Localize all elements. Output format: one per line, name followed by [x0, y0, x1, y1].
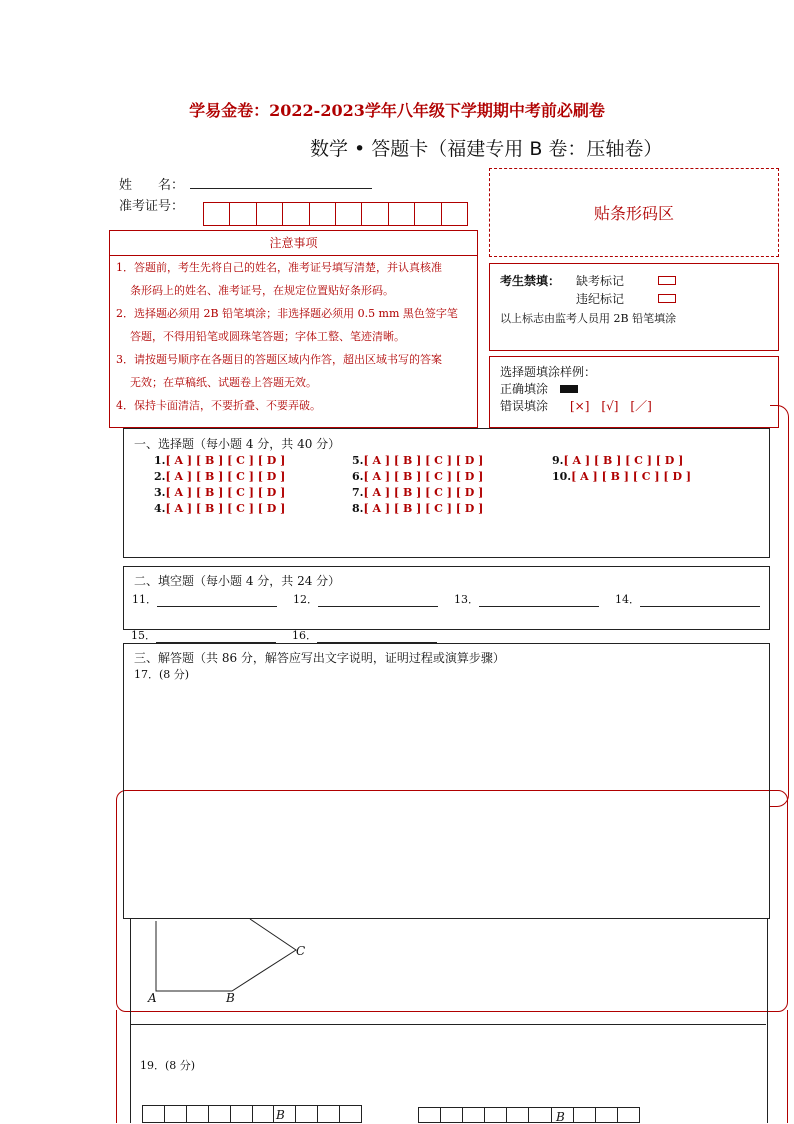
correct-fill-label: 正确填涂: [500, 382, 549, 396]
question-number: 5.: [352, 454, 364, 467]
id-digit-box[interactable]: [309, 202, 335, 226]
question-number: 14．: [615, 593, 640, 606]
name-label: 姓 名：: [119, 178, 185, 193]
id-digit-box[interactable]: [282, 202, 308, 226]
question-number: 4.: [154, 502, 166, 515]
wrong-fill-label: 错误填涂: [500, 399, 549, 413]
point-b-label: B: [226, 991, 235, 1005]
answer-options[interactable]: [ A ] [ B ] [ C ] [ D ]: [363, 502, 484, 515]
notice-panel: [109, 230, 478, 428]
choice-row[interactable]: [352, 485, 483, 501]
choice-row[interactable]: [352, 501, 483, 517]
answer-options[interactable]: [ A ] [ B ] [ C ] [ D ]: [165, 470, 286, 483]
question-17-label: 17．(8 分): [134, 668, 190, 681]
question-number: 7.: [352, 486, 364, 499]
choice-column-3: [552, 453, 691, 485]
notice-item: [110, 302, 477, 348]
page-subtitle: 数学 • 答题卡（福建专用 B 卷：压轴卷）: [310, 138, 663, 160]
section-solutions: [123, 643, 770, 919]
question-number: 8.: [352, 502, 364, 515]
id-digit-box[interactable]: [256, 202, 282, 226]
id-digit-box[interactable]: [335, 202, 361, 226]
answer-options[interactable]: [ A ] [ B ] [ C ] [ D ]: [363, 470, 484, 483]
choice-row[interactable]: [552, 469, 691, 485]
section-fill-blank: [123, 566, 770, 630]
choice-row[interactable]: [352, 469, 483, 485]
choice-row[interactable]: [552, 453, 691, 469]
notice-line: 1．答题前，考生先将自己的姓名，准考证号填写清楚，并认真核准: [116, 261, 442, 274]
blank-row-2: [131, 627, 437, 643]
question-number: 9.: [552, 454, 564, 467]
section-title: 一、选择题（每小题 4 分，共 40 分）: [134, 437, 341, 451]
notice-line: 2．选择题必须用 2B 铅笔填涂；非选择题必须用 0.5 mm 黑色签字笔: [116, 307, 458, 320]
id-digit-box[interactable]: [361, 202, 387, 226]
grid-right: [418, 1107, 640, 1123]
point-c-label: C: [296, 944, 306, 958]
answer-options[interactable]: [ A ] [ B ] [ C ] [ D ]: [363, 454, 484, 467]
absent-mark-box[interactable]: [658, 276, 676, 285]
question-number: 12．: [293, 593, 318, 606]
id-digit-box[interactable]: [203, 202, 229, 226]
page-title: 学易金卷：2022-2023学年八年级下学期期中考前必刷卷: [189, 101, 605, 120]
divider: [130, 1024, 766, 1025]
answer-blank[interactable]: [157, 605, 277, 607]
notice-item: [110, 256, 477, 302]
blank-row-1: [132, 591, 760, 607]
violation-mark-label: 违纪标记: [576, 292, 625, 306]
violation-mark-box[interactable]: [658, 294, 676, 303]
question-19-label: 19．(8 分): [140, 1059, 196, 1072]
choice-row[interactable]: [154, 485, 285, 501]
examiner-only-panel: [489, 263, 779, 351]
choice-column-1: [154, 453, 285, 517]
answer-options[interactable]: [ A ] [ B ] [ C ] [ D ]: [363, 486, 484, 499]
id-digit-box[interactable]: [414, 202, 440, 226]
examiner-only-label: 考生禁填：: [500, 274, 561, 288]
absent-mark-label: 缺考标记: [576, 274, 625, 288]
answer-options[interactable]: [ A ] [ B ] [ C ] [ D ]: [571, 470, 692, 483]
answer-options[interactable]: [ A ] [ B ] [ C ] [ D ]: [165, 502, 286, 515]
question-number: 11．: [132, 593, 157, 606]
choice-row[interactable]: [154, 453, 285, 469]
page-outline-right: [770, 405, 789, 807]
section-title: 三、解答题（共 86 分，解答应写出文字说明，证明过程或演算步骤）: [134, 651, 505, 665]
fill-sample-title: 选择题填涂样例：: [500, 365, 597, 379]
examiner-note: 以上标志由监考人员用 2B 铅笔填涂: [500, 312, 677, 325]
id-label: 准考证号：: [119, 199, 185, 214]
notice-line: 3．请按题号顺序在各题目的答题区域内作答，超出区域书写的答案: [116, 353, 442, 366]
notice-item: [110, 348, 477, 394]
section-multiple-choice: [123, 428, 770, 558]
question-number: 16．: [292, 629, 317, 642]
notice-line: 条形码上的姓名、准考证号，在规定位置贴好条形码。: [130, 284, 394, 297]
answer-blank[interactable]: [640, 605, 760, 607]
wrong-fill-samples: [×] [√] [／]: [570, 399, 652, 413]
notice-heading: 注意事项: [110, 231, 477, 256]
question-number: 10.: [552, 470, 572, 483]
figure-polygon: [156, 919, 296, 991]
id-digit-box[interactable]: [229, 202, 255, 226]
point-a-label: A: [148, 991, 157, 1005]
notice-line: 无效；在草稿纸、试题卷上答题无效。: [130, 376, 317, 389]
notice-line: 答题，不得用铅笔或圆珠笔答题；字体工整、笔迹清晰。: [130, 330, 405, 343]
answer-blank[interactable]: [479, 605, 599, 607]
id-number-boxes[interactable]: [203, 202, 468, 226]
question-number: 6.: [352, 470, 364, 483]
choice-row[interactable]: [352, 453, 483, 469]
id-digit-box[interactable]: [441, 202, 468, 226]
answer-blank[interactable]: [318, 605, 438, 607]
question-number: 2.: [154, 470, 166, 483]
question-number: 3.: [154, 486, 166, 499]
section-title: 二、填空题（每小题 4 分，共 24 分）: [134, 574, 341, 588]
answer-options[interactable]: [ A ] [ B ] [ C ] [ D ]: [563, 454, 684, 467]
notice-line: 4．保持卡面清洁，不要折叠、不要弄破。: [116, 399, 321, 412]
fill-sample-panel: [489, 356, 779, 428]
question-number: 15．: [131, 629, 156, 642]
barcode-label: 贴条形码区: [593, 204, 674, 223]
grid-point-label: B: [276, 1108, 285, 1122]
name-field[interactable]: [190, 187, 372, 189]
correct-fill-sample: [560, 385, 578, 393]
notice-item: [110, 394, 477, 417]
choice-row[interactable]: [154, 469, 285, 485]
answer-options[interactable]: [ A ] [ B ] [ C ] [ D ]: [165, 486, 286, 499]
choice-column-2: [352, 453, 483, 517]
question-number: 1.: [154, 454, 166, 467]
question-number: 13．: [454, 593, 479, 606]
barcode-area: [489, 168, 779, 257]
answer-area-17[interactable]: [134, 684, 759, 909]
choice-row[interactable]: [154, 501, 285, 517]
grid-point-label: B: [556, 1110, 565, 1124]
grid-left: [142, 1105, 362, 1123]
id-digit-box[interactable]: [388, 202, 414, 226]
answer-options[interactable]: [ A ] [ B ] [ C ] [ D ]: [165, 454, 286, 467]
